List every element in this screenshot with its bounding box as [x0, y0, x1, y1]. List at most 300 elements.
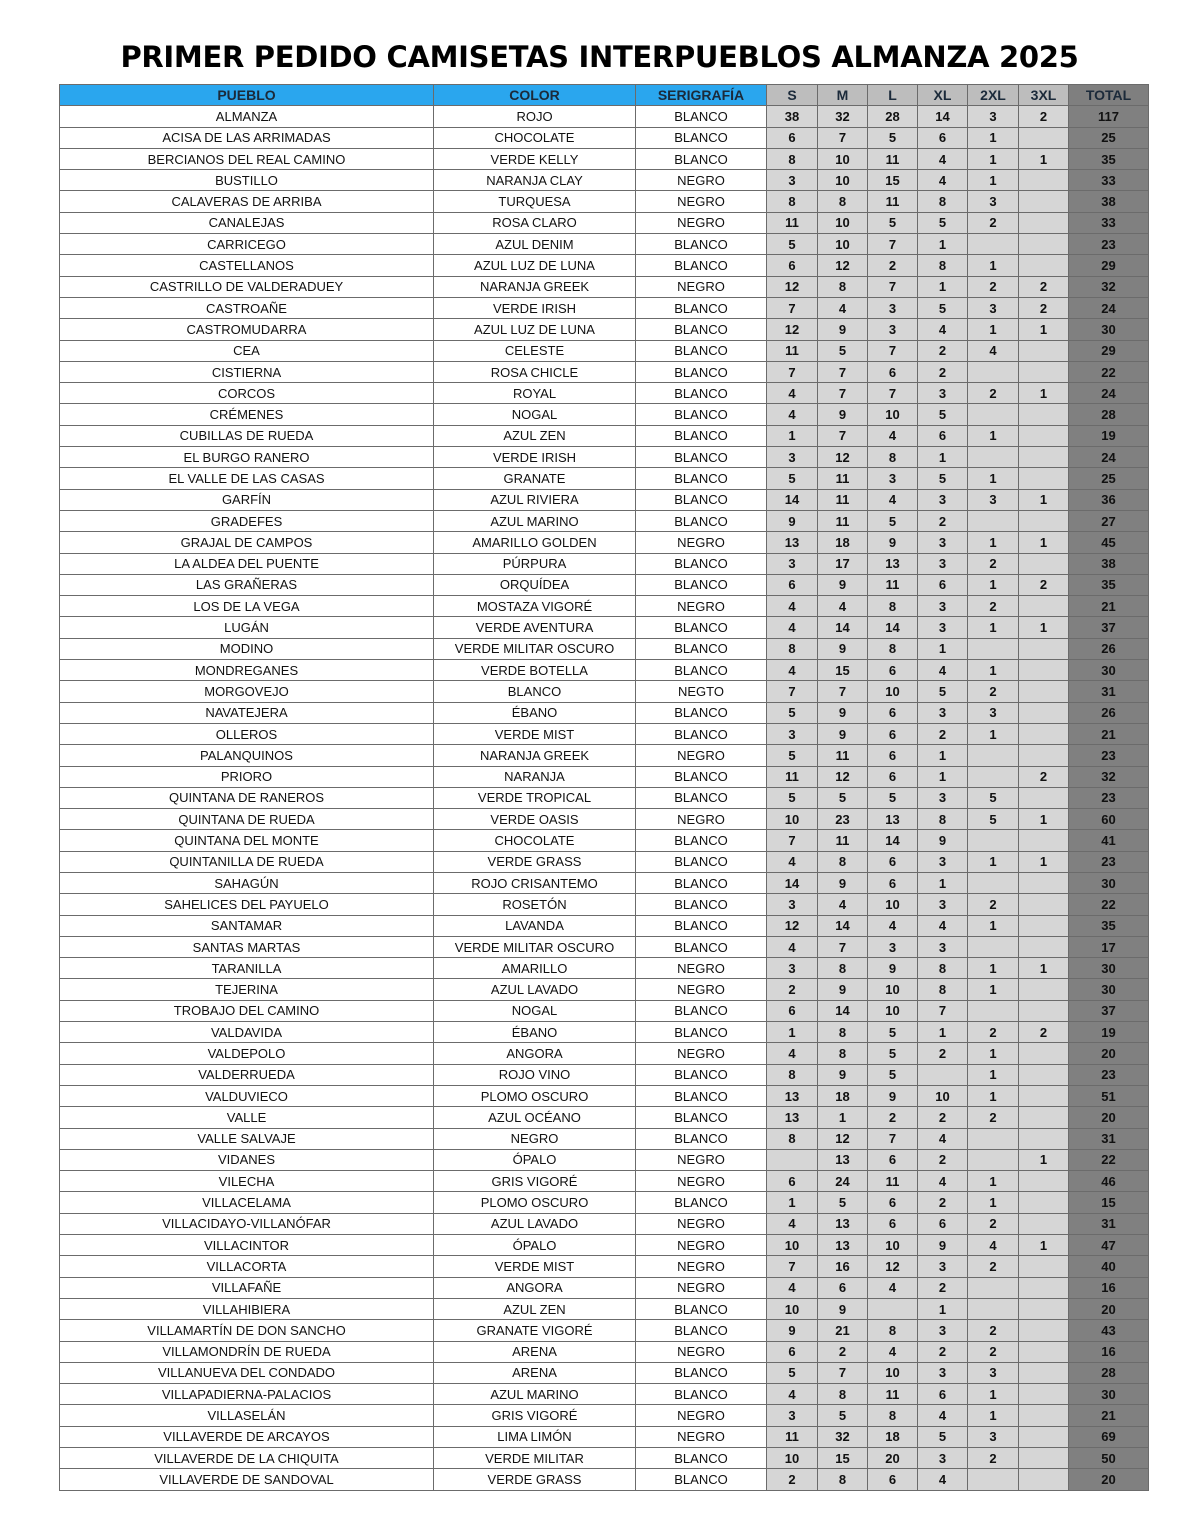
cell-m: 8 — [818, 276, 868, 297]
cell-l: 13 — [868, 809, 918, 830]
cell-xl: 5 — [918, 297, 968, 318]
cell-s: 6 — [767, 1000, 818, 1021]
cell-2xl: 1 — [968, 851, 1019, 872]
cell-serigrafia: BLANCO — [636, 468, 767, 489]
cell-xl: 2 — [918, 510, 968, 531]
column-header-serigrafia: SERIGRAFÍA — [636, 85, 767, 106]
cell-m: 14 — [818, 617, 868, 638]
cell-xl: 9 — [918, 830, 968, 851]
column-header-2xl: 2XL — [968, 85, 1019, 106]
cell-s: 3 — [767, 894, 818, 915]
cell-color: PÚRPURA — [434, 553, 636, 574]
cell-m: 9 — [818, 638, 868, 659]
cell-2xl: 1 — [968, 1043, 1019, 1064]
cell-3xl — [1019, 1192, 1069, 1213]
table-row — [60, 170, 1149, 191]
cell-color: GRANATE — [434, 468, 636, 489]
cell-total: 16 — [1069, 1277, 1149, 1298]
cell-3xl — [1019, 702, 1069, 723]
cell-color: PLOMO OSCURO — [434, 1085, 636, 1106]
cell-m: 13 — [818, 1149, 868, 1170]
cell-serigrafia: BLANCO — [636, 297, 767, 318]
cell-l: 6 — [868, 660, 918, 681]
cell-m: 8 — [818, 1022, 868, 1043]
cell-serigrafia: NEGRO — [636, 809, 767, 830]
cell-3xl — [1019, 361, 1069, 382]
cell-m: 10 — [818, 148, 868, 169]
cell-s: 4 — [767, 851, 818, 872]
cell-xl: 4 — [918, 1405, 968, 1426]
cell-l: 4 — [868, 489, 918, 510]
cell-color: VERDE KELLY — [434, 148, 636, 169]
cell-pueblo: QUINTANILLA DE RUEDA — [60, 851, 434, 872]
cell-3xl — [1019, 340, 1069, 361]
cell-3xl — [1019, 1000, 1069, 1021]
cell-total: 23 — [1069, 1064, 1149, 1085]
cell-2xl: 2 — [968, 553, 1019, 574]
cell-m: 32 — [818, 1426, 868, 1447]
cell-xl: 8 — [918, 979, 968, 1000]
cell-color: ROJO — [434, 106, 636, 127]
cell-pueblo: VILLACELAMA — [60, 1192, 434, 1213]
column-header-m: M — [818, 85, 868, 106]
cell-xl: 3 — [918, 1448, 968, 1469]
cell-l: 7 — [868, 383, 918, 404]
cell-2xl: 4 — [968, 340, 1019, 361]
cell-s: 4 — [767, 1384, 818, 1405]
cell-m: 32 — [818, 106, 868, 127]
cell-s: 3 — [767, 1405, 818, 1426]
table-row — [60, 1320, 1149, 1341]
cell-l: 4 — [868, 1277, 918, 1298]
cell-l: 11 — [868, 1384, 918, 1405]
cell-3xl: 2 — [1019, 297, 1069, 318]
cell-pueblo: ACISA DE LAS ARRIMADAS — [60, 127, 434, 148]
cell-s: 5 — [767, 1362, 818, 1383]
cell-serigrafia: NEGRO — [636, 1235, 767, 1256]
cell-xl: 3 — [918, 1256, 968, 1277]
cell-total: 23 — [1069, 234, 1149, 255]
cell-pueblo: VILLAHIBIERA — [60, 1298, 434, 1319]
column-header-l: L — [868, 85, 918, 106]
cell-total: 37 — [1069, 617, 1149, 638]
cell-color: AZUL ZEN — [434, 1298, 636, 1319]
cell-2xl: 5 — [968, 787, 1019, 808]
cell-l: 7 — [868, 234, 918, 255]
cell-2xl: 1 — [968, 255, 1019, 276]
cell-s: 3 — [767, 958, 818, 979]
cell-total: 24 — [1069, 297, 1149, 318]
cell-pueblo: QUINTANA DE RANEROS — [60, 787, 434, 808]
cell-serigrafia: NEGRO — [636, 745, 767, 766]
cell-color: ANGORA — [434, 1043, 636, 1064]
cell-s: 12 — [767, 276, 818, 297]
cell-l: 11 — [868, 148, 918, 169]
table-row — [60, 979, 1149, 1000]
cell-xl: 4 — [918, 915, 968, 936]
cell-s: 4 — [767, 1043, 818, 1064]
cell-m: 11 — [818, 489, 868, 510]
cell-l: 20 — [868, 1448, 918, 1469]
cell-2xl: 1 — [968, 979, 1019, 1000]
cell-l: 10 — [868, 681, 918, 702]
cell-color: AZUL OCÉANO — [434, 1107, 636, 1128]
cell-s: 11 — [767, 1426, 818, 1447]
cell-color: VERDE OASIS — [434, 809, 636, 830]
cell-2xl: 2 — [968, 1022, 1019, 1043]
cell-total: 22 — [1069, 1149, 1149, 1170]
cell-s: 4 — [767, 404, 818, 425]
cell-color: CHOCOLATE — [434, 830, 636, 851]
cell-pueblo: LA ALDEA DEL PUENTE — [60, 553, 434, 574]
cell-3xl — [1019, 1277, 1069, 1298]
cell-3xl — [1019, 1405, 1069, 1426]
cell-l: 6 — [868, 1213, 918, 1234]
cell-total: 40 — [1069, 1256, 1149, 1277]
cell-total: 16 — [1069, 1341, 1149, 1362]
cell-serigrafia: NEGRO — [636, 1405, 767, 1426]
cell-total: 30 — [1069, 660, 1149, 681]
cell-m: 9 — [818, 979, 868, 1000]
cell-s: 10 — [767, 809, 818, 830]
cell-serigrafia: BLANCO — [636, 1085, 767, 1106]
cell-total: 21 — [1069, 723, 1149, 744]
cell-l: 5 — [868, 787, 918, 808]
cell-m: 12 — [818, 447, 868, 468]
cell-serigrafia: BLANCO — [636, 574, 767, 595]
cell-serigrafia: BLANCO — [636, 255, 767, 276]
cell-pueblo: SANTAS MARTAS — [60, 936, 434, 957]
cell-pueblo: VILLACINTOR — [60, 1235, 434, 1256]
cell-s: 4 — [767, 1213, 818, 1234]
cell-pueblo: VILLASELÁN — [60, 1405, 434, 1426]
cell-2xl: 1 — [968, 532, 1019, 553]
cell-total: 35 — [1069, 574, 1149, 595]
cell-m: 7 — [818, 361, 868, 382]
cell-total: 20 — [1069, 1298, 1149, 1319]
cell-color: GRIS VIGORÉ — [434, 1405, 636, 1426]
table-row — [60, 638, 1149, 659]
cell-2xl: 1 — [968, 617, 1019, 638]
table-row — [60, 1213, 1149, 1234]
cell-m: 23 — [818, 809, 868, 830]
cell-xl: 3 — [918, 596, 968, 617]
cell-color: PLOMO OSCURO — [434, 1192, 636, 1213]
cell-total: 28 — [1069, 404, 1149, 425]
cell-pueblo: VILLACIDAYO-VILLANÓFAR — [60, 1213, 434, 1234]
cell-2xl: 1 — [968, 1171, 1019, 1192]
cell-m: 12 — [818, 766, 868, 787]
cell-2xl: 2 — [968, 1256, 1019, 1277]
table-row — [60, 127, 1149, 148]
cell-serigrafia: NEGRO — [636, 1426, 767, 1447]
table-row — [60, 1405, 1149, 1426]
cell-pueblo: PALANQUINOS — [60, 745, 434, 766]
cell-3xl — [1019, 1469, 1069, 1490]
table-row — [60, 553, 1149, 574]
cell-m: 2 — [818, 1341, 868, 1362]
cell-color: NOGAL — [434, 1000, 636, 1021]
cell-m: 7 — [818, 1362, 868, 1383]
cell-2xl: 2 — [968, 212, 1019, 233]
cell-s: 5 — [767, 787, 818, 808]
cell-color: BLANCO — [434, 681, 636, 702]
cell-pueblo: CASTROMUDARRA — [60, 319, 434, 340]
table-row — [60, 596, 1149, 617]
cell-l: 3 — [868, 319, 918, 340]
cell-total: 26 — [1069, 638, 1149, 659]
cell-l: 6 — [868, 851, 918, 872]
cell-total: 46 — [1069, 1171, 1149, 1192]
cell-pueblo: VILLAVERDE DE ARCAYOS — [60, 1426, 434, 1447]
cell-xl: 1 — [918, 447, 968, 468]
cell-serigrafia: BLANCO — [636, 404, 767, 425]
cell-3xl — [1019, 894, 1069, 915]
cell-serigrafia: BLANCO — [636, 447, 767, 468]
cell-serigrafia: NEGRO — [636, 1149, 767, 1170]
cell-m: 7 — [818, 936, 868, 957]
cell-2xl: 3 — [968, 489, 1019, 510]
cell-2xl — [968, 234, 1019, 255]
cell-3xl — [1019, 1298, 1069, 1319]
cell-s: 14 — [767, 489, 818, 510]
cell-serigrafia: BLANCO — [636, 1107, 767, 1128]
cell-total: 25 — [1069, 468, 1149, 489]
cell-l: 2 — [868, 255, 918, 276]
cell-s: 3 — [767, 170, 818, 191]
cell-l: 8 — [868, 1320, 918, 1341]
table-row — [60, 1469, 1149, 1490]
cell-2xl: 3 — [968, 1362, 1019, 1383]
cell-total: 25 — [1069, 127, 1149, 148]
cell-s: 1 — [767, 1022, 818, 1043]
cell-total: 23 — [1069, 787, 1149, 808]
cell-3xl — [1019, 1362, 1069, 1383]
cell-m: 8 — [818, 1469, 868, 1490]
cell-s: 9 — [767, 510, 818, 531]
cell-color: ÓPALO — [434, 1235, 636, 1256]
cell-s: 38 — [767, 106, 818, 127]
cell-color: NOGAL — [434, 404, 636, 425]
cell-l: 11 — [868, 191, 918, 212]
cell-total: 22 — [1069, 894, 1149, 915]
cell-total: 30 — [1069, 1384, 1149, 1405]
cell-color: GRANATE VIGORÉ — [434, 1320, 636, 1341]
cell-color: ROSETÓN — [434, 894, 636, 915]
table-row — [60, 1384, 1149, 1405]
cell-pueblo: CISTIERNA — [60, 361, 434, 382]
column-header-3xl: 3XL — [1019, 85, 1069, 106]
cell-serigrafia: BLANCO — [636, 148, 767, 169]
cell-2xl — [968, 1298, 1019, 1319]
cell-pueblo: VALLE — [60, 1107, 434, 1128]
cell-m: 16 — [818, 1256, 868, 1277]
cell-m: 10 — [818, 170, 868, 191]
cell-2xl: 1 — [968, 574, 1019, 595]
cell-l: 9 — [868, 532, 918, 553]
cell-3xl: 1 — [1019, 958, 1069, 979]
cell-color: NARANJA GREEK — [434, 276, 636, 297]
cell-s: 3 — [767, 553, 818, 574]
cell-2xl — [968, 1149, 1019, 1170]
cell-xl: 4 — [918, 148, 968, 169]
cell-2xl — [968, 830, 1019, 851]
cell-total: 31 — [1069, 1128, 1149, 1149]
table-row — [60, 1171, 1149, 1192]
cell-color: VERDE MILITAR — [434, 1448, 636, 1469]
cell-xl: 3 — [918, 787, 968, 808]
cell-l: 5 — [868, 1022, 918, 1043]
cell-serigrafia: BLANCO — [636, 638, 767, 659]
table-row — [60, 1426, 1149, 1447]
cell-total: 117 — [1069, 106, 1149, 127]
cell-serigrafia: BLANCO — [636, 1000, 767, 1021]
cell-s: 7 — [767, 830, 818, 851]
cell-pueblo: VALDERRUEDA — [60, 1064, 434, 1085]
cell-s: 4 — [767, 617, 818, 638]
table-row — [60, 212, 1149, 233]
cell-2xl — [968, 404, 1019, 425]
cell-serigrafia: BLANCO — [636, 723, 767, 744]
cell-xl: 2 — [918, 1277, 968, 1298]
cell-total: 45 — [1069, 532, 1149, 553]
cell-serigrafia: NEGTO — [636, 681, 767, 702]
cell-serigrafia: BLANCO — [636, 1320, 767, 1341]
cell-serigrafia: NEGRO — [636, 1256, 767, 1277]
cell-xl: 1 — [918, 276, 968, 297]
cell-m: 9 — [818, 319, 868, 340]
cell-total: 35 — [1069, 148, 1149, 169]
cell-color: VERDE GRASS — [434, 1469, 636, 1490]
column-header-color: COLOR — [434, 85, 636, 106]
cell-serigrafia: BLANCO — [636, 766, 767, 787]
cell-xl: 3 — [918, 383, 968, 404]
table-row — [60, 872, 1149, 893]
cell-3xl — [1019, 510, 1069, 531]
cell-pueblo: MORGOVEJO — [60, 681, 434, 702]
cell-xl: 10 — [918, 1085, 968, 1106]
cell-l: 9 — [868, 1085, 918, 1106]
cell-serigrafia: BLANCO — [636, 872, 767, 893]
cell-pueblo: SANTAMAR — [60, 915, 434, 936]
cell-m: 5 — [818, 1405, 868, 1426]
cell-pueblo: GARFÍN — [60, 489, 434, 510]
cell-pueblo: VILLANUEVA DEL CONDADO — [60, 1362, 434, 1383]
cell-3xl — [1019, 234, 1069, 255]
cell-3xl: 1 — [1019, 1235, 1069, 1256]
cell-total: 26 — [1069, 702, 1149, 723]
table-row — [60, 1043, 1149, 1064]
cell-xl: 2 — [918, 723, 968, 744]
cell-l: 10 — [868, 1235, 918, 1256]
cell-color: ROSA CLARO — [434, 212, 636, 233]
cell-l: 5 — [868, 127, 918, 148]
cell-2xl: 3 — [968, 702, 1019, 723]
cell-m: 10 — [818, 234, 868, 255]
cell-xl: 5 — [918, 1426, 968, 1447]
table-row — [60, 702, 1149, 723]
cell-m: 24 — [818, 1171, 868, 1192]
cell-l: 5 — [868, 510, 918, 531]
cell-3xl — [1019, 1426, 1069, 1447]
cell-pueblo: MONDREGANES — [60, 660, 434, 681]
cell-m: 13 — [818, 1235, 868, 1256]
cell-serigrafia: BLANCO — [636, 617, 767, 638]
cell-m: 11 — [818, 745, 868, 766]
cell-s: 8 — [767, 1064, 818, 1085]
cell-2xl: 1 — [968, 425, 1019, 446]
cell-color: VERDE IRISH — [434, 447, 636, 468]
cell-2xl: 2 — [968, 894, 1019, 915]
cell-m: 9 — [818, 1064, 868, 1085]
cell-xl: 8 — [918, 809, 968, 830]
cell-2xl: 1 — [968, 915, 1019, 936]
cell-m: 11 — [818, 510, 868, 531]
table-row — [60, 255, 1149, 276]
cell-total: 60 — [1069, 809, 1149, 830]
cell-l: 6 — [868, 702, 918, 723]
cell-3xl — [1019, 936, 1069, 957]
cell-color: VERDE AVENTURA — [434, 617, 636, 638]
cell-3xl — [1019, 1448, 1069, 1469]
column-header-s: S — [767, 85, 818, 106]
cell-color: ORQUÍDEA — [434, 574, 636, 595]
cell-serigrafia: BLANCO — [636, 340, 767, 361]
cell-3xl: 2 — [1019, 766, 1069, 787]
cell-3xl — [1019, 660, 1069, 681]
cell-2xl — [968, 745, 1019, 766]
table-row — [60, 1128, 1149, 1149]
cell-xl: 4 — [918, 1128, 968, 1149]
cell-2xl — [968, 1000, 1019, 1021]
table-row — [60, 958, 1149, 979]
cell-3xl — [1019, 1107, 1069, 1128]
table-row — [60, 766, 1149, 787]
cell-color: AZUL ZEN — [434, 425, 636, 446]
cell-total: 41 — [1069, 830, 1149, 851]
cell-xl: 3 — [918, 1320, 968, 1341]
cell-3xl — [1019, 1043, 1069, 1064]
cell-color: AZUL LUZ DE LUNA — [434, 255, 636, 276]
cell-xl: 1 — [918, 766, 968, 787]
table-row — [60, 787, 1149, 808]
cell-xl: 6 — [918, 425, 968, 446]
cell-xl: 3 — [918, 851, 968, 872]
cell-2xl: 1 — [968, 148, 1019, 169]
cell-color: VERDE GRASS — [434, 851, 636, 872]
cell-m: 8 — [818, 1384, 868, 1405]
cell-serigrafia: BLANCO — [636, 553, 767, 574]
cell-2xl: 1 — [968, 170, 1019, 191]
cell-m: 18 — [818, 1085, 868, 1106]
cell-total: 36 — [1069, 489, 1149, 510]
cell-s: 10 — [767, 1448, 818, 1469]
cell-xl: 4 — [918, 170, 968, 191]
cell-2xl: 2 — [968, 1341, 1019, 1362]
cell-xl: 3 — [918, 1362, 968, 1383]
cell-color: NEGRO — [434, 1128, 636, 1149]
cell-color: VERDE BOTELLA — [434, 660, 636, 681]
table-row — [60, 617, 1149, 638]
cell-pueblo: OLLEROS — [60, 723, 434, 744]
cell-pueblo: MODINO — [60, 638, 434, 659]
cell-s: 3 — [767, 447, 818, 468]
cell-2xl: 2 — [968, 1213, 1019, 1234]
cell-s: 6 — [767, 255, 818, 276]
cell-pueblo: GRADEFES — [60, 510, 434, 531]
cell-xl: 4 — [918, 1469, 968, 1490]
cell-3xl — [1019, 212, 1069, 233]
